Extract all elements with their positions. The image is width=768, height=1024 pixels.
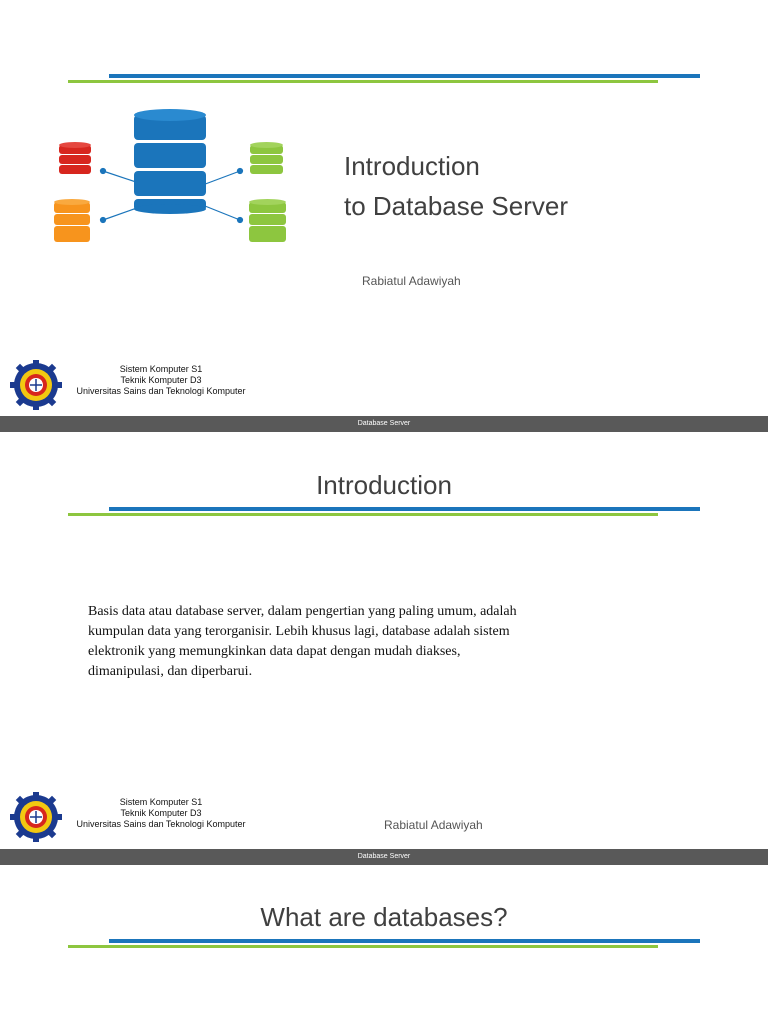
footer-bar: Database Server: [0, 849, 768, 865]
slide-title: [0, 0, 768, 432]
slide-heading: Introduction: [316, 470, 452, 500]
header-blue-line: [109, 74, 700, 78]
title-line-2: to Database Server: [344, 191, 569, 221]
author-name: Rabiatul Adawiyah: [384, 818, 483, 832]
header-blue-line: [109, 507, 700, 511]
green-database-icon-bottom: [249, 199, 286, 242]
orange-database-icon: [54, 199, 90, 242]
header-green-line: [68, 945, 658, 948]
program-line-2: Teknik Komputer D3: [120, 808, 202, 818]
header-blue-line: [109, 939, 700, 943]
slide-heading: What are databases?: [260, 902, 508, 932]
program-line-2: Teknik Komputer D3: [120, 375, 202, 385]
blue-server-icon: [134, 109, 206, 214]
program-line-1: Sistem Komputer S1: [119, 364, 203, 374]
university-logo-icon: [10, 792, 62, 842]
red-database-icon: [59, 142, 91, 174]
database-server-illustration: [50, 105, 295, 250]
title-line-1: Introduction: [344, 151, 480, 181]
university-logo-icon: [10, 360, 62, 410]
header-green-line: [68, 513, 658, 516]
university-name: Universitas Sains dan Teknologi Komputer: [76, 819, 246, 829]
green-database-icon-top: [250, 142, 283, 174]
footer-bar: Database Server: [0, 416, 768, 432]
university-name: Universitas Sains dan Teknologi Komputer: [76, 386, 246, 396]
body-paragraph: Basis data atau database server, dalam pengertian yang paling umum, adalah kumpulan data yang terorganisir. Lebih khusus lagi, database adalah sistem elektronik yang memungkinkan data dapat dengan mudah diakses, dimanipulasi, dan diperbarui.: [88, 604, 517, 679]
header-green-line: [68, 80, 658, 83]
slide-what-are-databases: [0, 866, 768, 1024]
university-info: [70, 364, 252, 397]
slide-introduction: [0, 432, 768, 866]
program-line-1: Sistem Komputer S1: [119, 797, 203, 807]
author-name: Rabiatul Adawiyah: [362, 274, 461, 288]
university-info: [70, 797, 252, 830]
